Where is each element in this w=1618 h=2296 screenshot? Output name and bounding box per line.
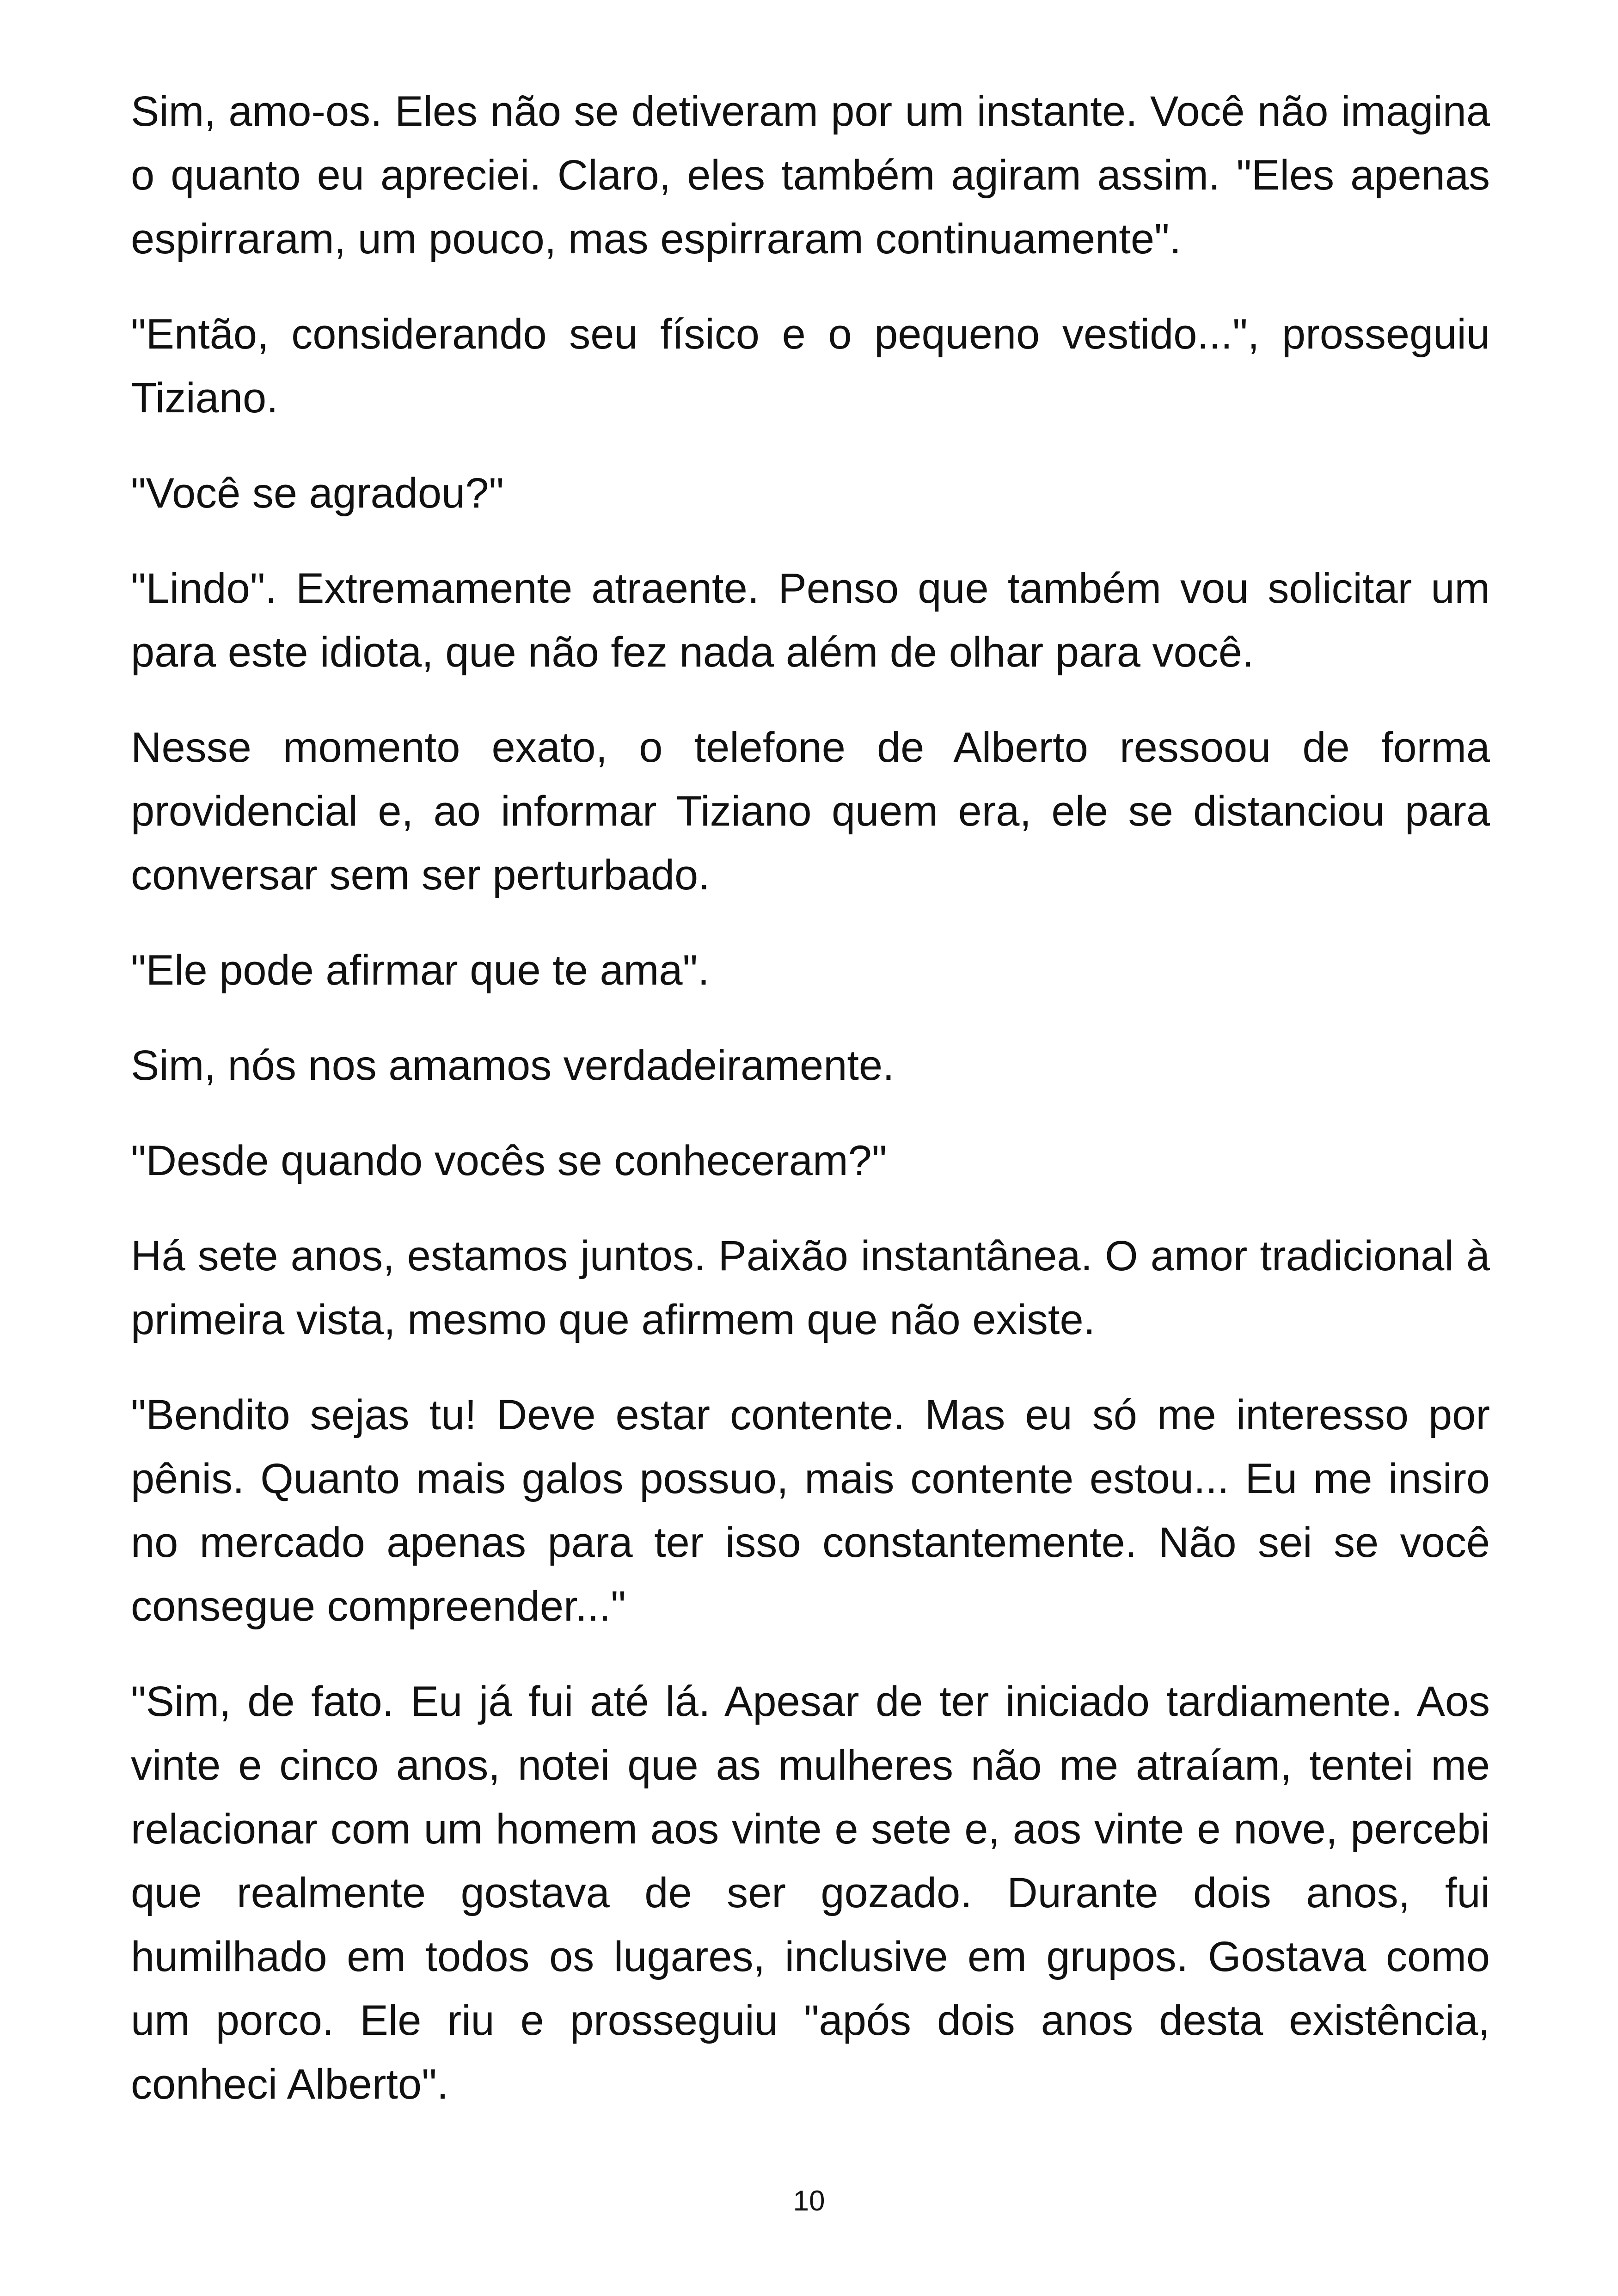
page-number: 10: [793, 2185, 825, 2217]
paragraph-2: "Então, considerando seu físico e o pequeno vestido...", prosseguiu Tiziano.: [131, 311, 1490, 422]
paragraph-3: "Você se agradou?": [131, 470, 504, 517]
paragraph-10: "Bendito sejas tu! Deve estar contente. Mas eu só me interesso por pênis. Quanto mais galos possuo, mais contente estou... Eu me insiro no mercado apenas para ter isso constantemente. Não sei se você consegue compreender...": [131, 1391, 1490, 1630]
paragraph-6: "Ele pode afirmar que te ama".: [131, 947, 710, 994]
paragraph-4: "Lindo". Extremamente atraente. Penso que também vou solicitar um para este idiota, que não fez nada além de olhar para você.: [131, 565, 1490, 676]
paragraph-8: "Desde quando vocês se conheceram?": [131, 1137, 887, 1184]
paragraph-1: Sim, amo-os. Eles não se detiveram por um instante. Você não imagina o quanto eu apreciei. Claro, eles também agiram assim. "Eles apenas espirraram, um pouco, mas espirraram continuamente".: [131, 88, 1490, 263]
paragraph-5: Nesse momento exato, o telefone de Alberto ressoou de forma providencial e, ao informar Tiziano quem era, ele se distanciou para conversar sem ser perturbado.: [131, 724, 1490, 899]
body-text: [131, 80, 1490, 2148]
paragraph-11: "Sim, de fato. Eu já fui até lá. Apesar de ter iniciado tardiamente. Aos vinte e cinco anos, notei que as mulheres não me atraíam, tentei me relacionar com um homem aos vinte e sete e, aos vinte e nove, percebi que realmente gostava de ser gozado. Durante dois anos, fui humilhado em todos os lugares, inclusive em grupos. Gostava como um porco. Ele riu e prosseguiu "após dois anos desta existência, conheci Alberto".: [131, 1678, 1490, 2108]
paragraph-9: Há sete anos, estamos juntos. Paixão instantânea. O amor tradicional à primeira vista, mesmo que afirmem que não existe.: [131, 1232, 1490, 1343]
paragraph-7: Sim, nós nos amamos verdadeiramente.: [131, 1042, 895, 1089]
